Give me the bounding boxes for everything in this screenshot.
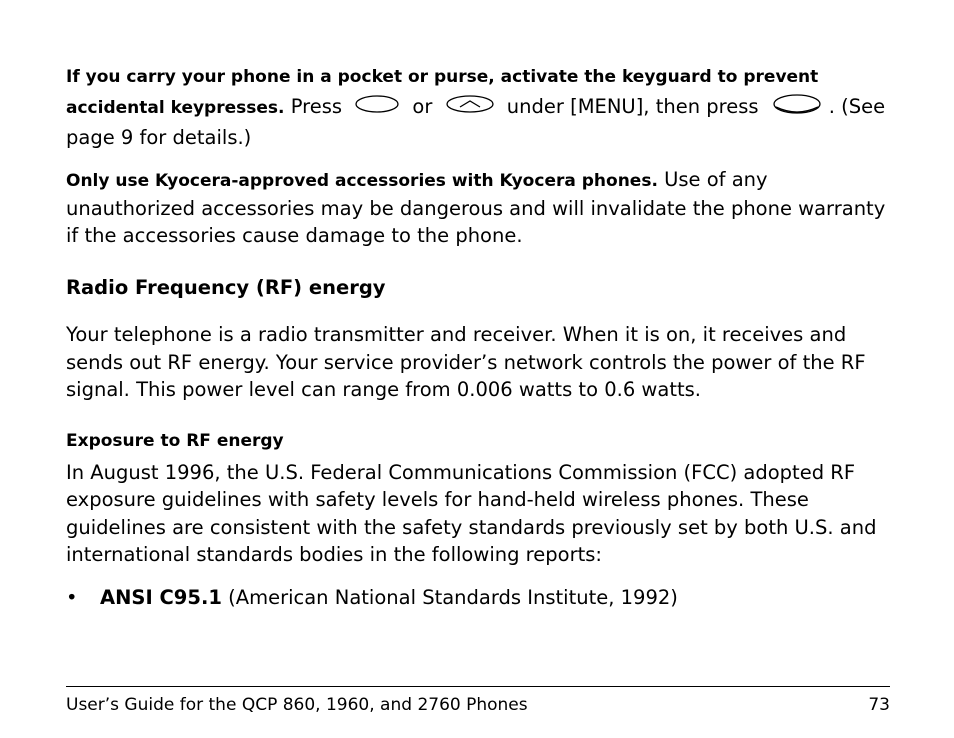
- keyguard-text-or: or: [406, 95, 439, 118]
- keyguard-text-after: . (See page 9 for details.): [66, 95, 886, 149]
- rf-body: Your telephone is a radio transmitter and receiver. When it is on, it receives and sends out RF energy. Your service provider’s network controls the power of the RF signal. This power level can range from 0.006 watts to 0.6 watts.: [66, 323, 866, 401]
- accessories-lead: Only use Kyocera-approved accessories with Kyocera phones.: [66, 171, 658, 191]
- ok-key-icon: [771, 91, 823, 124]
- keyguard-text-under: under [MENU], then press: [500, 95, 765, 118]
- up-key-icon: [445, 93, 495, 122]
- keyguard-lead: If you carry your phone in a pocket or purse, activate the keyguard to prevent accidental keypresses.: [66, 67, 819, 118]
- accessories-paragraph: [66, 166, 890, 249]
- bullet-list-item: [66, 584, 890, 611]
- bullet-marker: •: [66, 585, 78, 609]
- bullet-text: (American National Standards Institute, 1992): [221, 585, 678, 609]
- oval-key-icon: [354, 93, 400, 122]
- keyguard-paragraph: [66, 62, 890, 151]
- page-content: [66, 62, 890, 611]
- exposure-heading: Exposure to RF energy: [66, 430, 284, 451]
- footer-page-number: 73: [868, 695, 890, 715]
- accessories-text: Use of any unauthorized accessories may be dangerous and will invalidate the phone warranty if the accessories cause damage to the phone.: [66, 168, 886, 247]
- keyguard-text-press: Press: [284, 95, 349, 118]
- page-footer: [66, 686, 890, 715]
- footer-title: User’s Guide for the QCP 860, 1960, and 2760 Phones: [66, 695, 528, 715]
- rf-heading: Radio Frequency (RF) energy: [66, 276, 386, 299]
- exposure-body: In August 1996, the U.S. Federal Communications Commission (FCC) adopted RF exposure guidelines with safety levels for hand-held wireless phones. These guidelines are consistent with the safety standards previously set by both U.S. and international standards bodies in the following reports:: [66, 460, 877, 566]
- bullet-bold-text: ANSI C95.1: [100, 585, 222, 609]
